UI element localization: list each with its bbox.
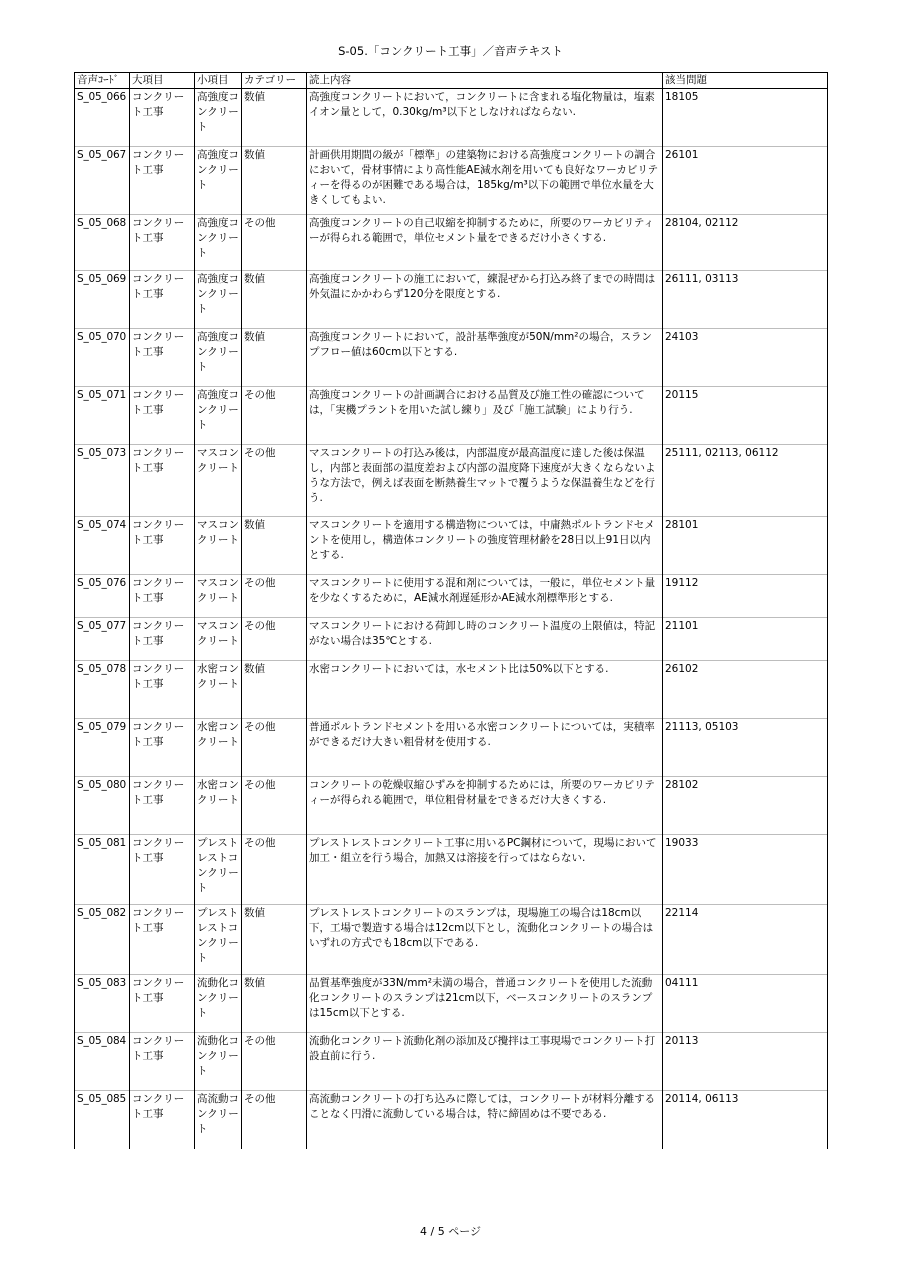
cell-category: 数値	[242, 329, 307, 387]
cell-major: コンクリート工事	[130, 89, 195, 147]
cell-text: マスコンクリートの打込み後は，内部温度が最高温度に達した後は保温し，内部と表面部の温度差および内部の温度降下速度が大きくならないような方法で，例えば表面を断熱養生マットで覆うような保温養生などを行う.	[307, 445, 663, 517]
cell-minor: プレストレストコンクリート	[195, 835, 242, 905]
cell-refs: 19112	[663, 575, 828, 618]
cell-major: コンクリート工事	[130, 777, 195, 835]
cell-minor: 高強度コンクリート	[195, 387, 242, 445]
cell-refs: 26102	[663, 661, 828, 719]
cell-minor: マスコンクリート	[195, 618, 242, 661]
cell-text: 計画供用期間の級が「標準」の建築物における高強度コンクリートの調合において，骨材事情により高性能AE減水剤を用いても良好なワーカビリティーを得るのが困難である場合は，185kg/m³以下の範囲で単位水量を大きくしてもよい.	[307, 147, 663, 215]
cell-major: コンクリート工事	[130, 575, 195, 618]
cell-major: コンクリート工事	[130, 329, 195, 387]
table-row	[75, 905, 828, 975]
cell-refs: 26101	[663, 147, 828, 215]
cell-major: コンクリート工事	[130, 147, 195, 215]
cell-category: その他	[242, 777, 307, 835]
column-header-code: 音声ｺｰﾄﾞ	[75, 73, 130, 89]
cell-code: S_05_067	[75, 147, 130, 215]
cell-text: マスコンクリートを適用する構造物については，中庸熱ポルトランドセメントを使用し，構造体コンクリートの強度管理材齢を28日以上91日以内とする.	[307, 517, 663, 575]
cell-major: コンクリート工事	[130, 975, 195, 1033]
cell-refs: 20115	[663, 387, 828, 445]
cell-code: S_05_078	[75, 661, 130, 719]
table-row	[75, 719, 828, 777]
table-header-row	[75, 73, 828, 89]
cell-refs: 19033	[663, 835, 828, 905]
cell-refs: 26111, 03113	[663, 271, 828, 329]
table-row	[75, 329, 828, 387]
cell-category: 数値	[242, 975, 307, 1033]
cell-minor: 高強度コンクリート	[195, 215, 242, 271]
cell-code: S_05_083	[75, 975, 130, 1033]
cell-text: マスコンクリートに使用する混和剤については，一般に，単位セメント量を少なくするために，AE減水剤遅延形かAE減水剤標準形とする.	[307, 575, 663, 618]
cell-minor: 流動化コンクリート	[195, 975, 242, 1033]
cell-major: コンクリート工事	[130, 215, 195, 271]
cell-minor: マスコンクリート	[195, 575, 242, 618]
cell-text: マスコンクリートにおける荷卸し時のコンクリート温度の上限値は，特記がない場合は35℃とする.	[307, 618, 663, 661]
cell-minor: 流動化コンクリート	[195, 1033, 242, 1091]
cell-refs: 25111, 02113, 06112	[663, 445, 828, 517]
cell-category: その他	[242, 618, 307, 661]
cell-code: S_05_069	[75, 271, 130, 329]
cell-text: コンクリートの乾燥収縮ひずみを抑制するためには，所要のワーカビリティーが得られる範囲で，単位粗骨材量をできるだけ大きくする.	[307, 777, 663, 835]
cell-category: その他	[242, 1033, 307, 1091]
cell-category: その他	[242, 387, 307, 445]
cell-text: 高強度コンクリートの計画調合における品質及び施工性の確認については，「実機プラントを用いた試し練り」及び「施工試験」により行う.	[307, 387, 663, 445]
cell-text: プレストレストコンクリート工事に用いるPC鋼材について，現場において加工・組立を行う場合，加熱又は溶接を行ってはならない.	[307, 835, 663, 905]
page-title: S-05.「コンクリート工事」／音声テキスト	[338, 44, 563, 58]
table-body	[75, 89, 828, 1149]
cell-code: S_05_076	[75, 575, 130, 618]
cell-category: 数値	[242, 271, 307, 329]
cell-refs: 28101	[663, 517, 828, 575]
cell-refs: 28104, 02112	[663, 215, 828, 271]
cell-text: 高流動コンクリートの打ち込みに際しては，コンクリートが材料分離することなく円滑に流動している場合は，特に締固めは不要である.	[307, 1091, 663, 1149]
cell-category: 数値	[242, 905, 307, 975]
cell-category: その他	[242, 445, 307, 517]
cell-refs: 21113, 05103	[663, 719, 828, 777]
cell-category: 数値	[242, 147, 307, 215]
cell-minor: プレストレストコンクリート	[195, 905, 242, 975]
cell-minor: 高流動コンクリート	[195, 1091, 242, 1149]
table-row	[75, 147, 828, 215]
cell-minor: 高強度コンクリート	[195, 271, 242, 329]
cell-code: S_05_074	[75, 517, 130, 575]
cell-minor: 高強度コンクリート	[195, 89, 242, 147]
cell-major: コンクリート工事	[130, 719, 195, 777]
cell-minor: マスコンクリート	[195, 517, 242, 575]
cell-code: S_05_070	[75, 329, 130, 387]
cell-refs: 21101	[663, 618, 828, 661]
cell-major: コンクリート工事	[130, 1033, 195, 1091]
cell-category: その他	[242, 1091, 307, 1149]
cell-minor: 水密コンクリート	[195, 661, 242, 719]
page-number: 4 / 5 ページ	[420, 1225, 481, 1238]
table-row	[75, 618, 828, 661]
cell-category: 数値	[242, 517, 307, 575]
cell-code: S_05_080	[75, 777, 130, 835]
cell-major: コンクリート工事	[130, 271, 195, 329]
table-row	[75, 215, 828, 271]
cell-refs: 04111	[663, 975, 828, 1033]
cell-text: 高強度コンクリートの施工において，練混ぜから打込み終了までの時間は外気温にかかわらず120分を限度とする.	[307, 271, 663, 329]
cell-category: 数値	[242, 661, 307, 719]
cell-major: コンクリート工事	[130, 661, 195, 719]
cell-code: S_05_068	[75, 215, 130, 271]
cell-minor: 水密コンクリート	[195, 777, 242, 835]
table-row	[75, 89, 828, 147]
cell-code: S_05_071	[75, 387, 130, 445]
cell-minor: 高強度コンクリート	[195, 329, 242, 387]
cell-refs: 24103	[663, 329, 828, 387]
cell-refs: 20114, 06113	[663, 1091, 828, 1149]
question-table	[74, 72, 828, 1149]
cell-code: S_05_084	[75, 1033, 130, 1091]
table-row	[75, 387, 828, 445]
cell-code: S_05_073	[75, 445, 130, 517]
column-header-refs: 該当問題	[663, 73, 828, 89]
column-header-minor: 小項目	[195, 73, 242, 89]
cell-code: S_05_082	[75, 905, 130, 975]
cell-major: コンクリート工事	[130, 835, 195, 905]
cell-minor: 高強度コンクリート	[195, 147, 242, 215]
cell-minor: 水密コンクリート	[195, 719, 242, 777]
cell-text: 高強度コンクリートにおいて，設計基準強度が50N/mm²の場合，スランプフロー値は60cm以下とする.	[307, 329, 663, 387]
cell-major: コンクリート工事	[130, 1091, 195, 1149]
cell-refs: 20113	[663, 1033, 828, 1091]
table-row	[75, 975, 828, 1033]
table-row	[75, 1033, 828, 1091]
table-row	[75, 575, 828, 618]
table-row	[75, 777, 828, 835]
cell-category: その他	[242, 575, 307, 618]
cell-major: コンクリート工事	[130, 618, 195, 661]
cell-code: S_05_085	[75, 1091, 130, 1149]
table-row	[75, 271, 828, 329]
cell-code: S_05_081	[75, 835, 130, 905]
cell-category: その他	[242, 835, 307, 905]
cell-major: コンクリート工事	[130, 905, 195, 975]
cell-refs: 18105	[663, 89, 828, 147]
cell-code: S_05_066	[75, 89, 130, 147]
cell-category: その他	[242, 215, 307, 271]
column-header-text: 読上内容	[307, 73, 663, 89]
table-row	[75, 835, 828, 905]
cell-text: 高強度コンクリートの自己収縮を抑制するために，所要のワーカビリティーが得られる範囲で，単位セメント量をできるだけ小さくする.	[307, 215, 663, 271]
cell-refs: 22114	[663, 905, 828, 975]
cell-text: プレストレストコンクリートのスランプは，現場施工の場合は18cm以下，工場で製造する場合は12cm以下とし，流動化コンクリートの場合はいずれの方式でも18cm以下である.	[307, 905, 663, 975]
column-header-major: 大項目	[130, 73, 195, 89]
table-row	[75, 1091, 828, 1149]
cell-major: コンクリート工事	[130, 445, 195, 517]
cell-text: 流動化コンクリート流動化剤の添加及び攪拌は工事現場でコンクリート打設直前に行う.	[307, 1033, 663, 1091]
cell-minor: マスコンクリート	[195, 445, 242, 517]
column-header-category: カテゴリー	[242, 73, 307, 89]
table-row	[75, 661, 828, 719]
cell-major: コンクリート工事	[130, 517, 195, 575]
table-row	[75, 445, 828, 517]
cell-text: 普通ポルトランドセメントを用いる水密コンクリートについては，実積率ができるだけ大きい粗骨材を使用する.	[307, 719, 663, 777]
cell-text: 高強度コンクリートにおいて，コンクリートに含まれる塩化物量は，塩素イオン量として，0.30kg/m³以下としなければならない.	[307, 89, 663, 147]
cell-category: その他	[242, 719, 307, 777]
cell-major: コンクリート工事	[130, 387, 195, 445]
cell-code: S_05_079	[75, 719, 130, 777]
table-row	[75, 517, 828, 575]
cell-category: 数値	[242, 89, 307, 147]
cell-text: 品質基準強度が33N/mm²未満の場合，普通コンクリートを使用した流動化コンクリートのスランプは21cm以下，ベースコンクリートのスランプは15cm以下とする.	[307, 975, 663, 1033]
cell-refs: 28102	[663, 777, 828, 835]
cell-text: 水密コンクリートにおいては，水セメント比は50%以下とする.	[307, 661, 663, 719]
cell-code: S_05_077	[75, 618, 130, 661]
